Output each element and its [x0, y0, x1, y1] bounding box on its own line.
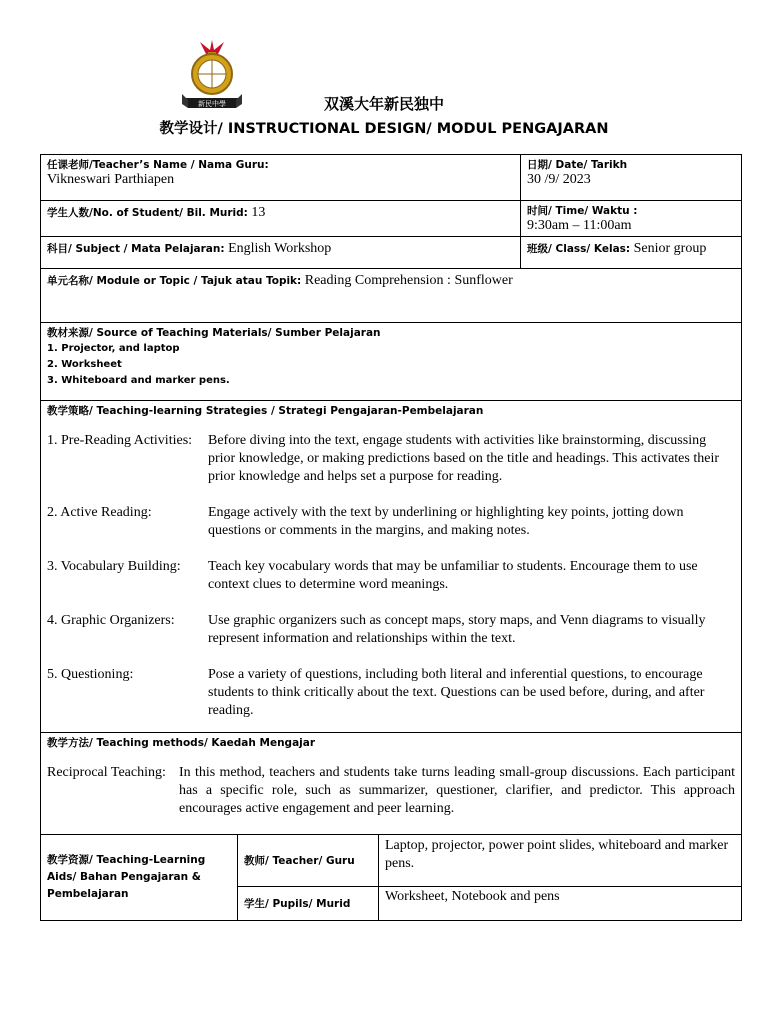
school-name: 双溪大年新民独中 [323, 95, 444, 113]
subject-value: English Workshop [224, 241, 332, 256]
strategy-item [47, 504, 735, 540]
strategy-text: Before diving into the text, engage students with activities like brainstorming, discussing prior knowledge, or making predictions based on the title and headings. This activates their prior knowledge and helps set a purpose for reading. [208, 433, 719, 484]
strategy-text: Engage actively with the text by underlining or highlighting key points, jotting down questions or comments in the margins, and making notes. [208, 505, 684, 538]
materials-label: 教材来源/ Source of Teaching Materials/ Sumber Pelajaran [47, 327, 381, 339]
row-aids-teacher [41, 835, 742, 887]
aids-pupils-value: Worksheet, Notebook and pens [385, 889, 560, 904]
strategy-item [47, 612, 735, 648]
module-cell [41, 269, 742, 323]
teacher-name: Vikneswari Parthiapen [47, 172, 175, 187]
method-name: Reciprocal Teaching: [47, 765, 166, 780]
class-value: Senior group [630, 241, 707, 256]
strategies-label: 教学策略/ Teaching-learning Strategies / Strategi Pengajaran-Pembelajaran [47, 405, 484, 417]
class-cell [521, 237, 742, 269]
teacher-cell [41, 155, 521, 201]
time-label: 时间/ Time/ Waktu : [527, 205, 638, 217]
subject-cell [41, 237, 521, 269]
aids-pupils-label: 学生/ Pupils/ Murid [244, 898, 351, 910]
strategy-name: 2. Active Reading: [47, 505, 152, 520]
strategy-text: Pose a variety of questions, including both literal and inferential questions, to encourage students to think critically about the text. Questions can be used before, during, and after reading. [208, 667, 705, 718]
aids-label: 教学资源/ Teaching-Learning Aids/ Bahan Pengajaran & Pembelajaran [47, 854, 206, 900]
students-label: 学生人数/No. of Student/ Bil. Murid: [47, 207, 248, 219]
students-cell [41, 201, 521, 237]
methods-cell [41, 733, 742, 835]
class-label: 班级/ Class/ Kelas: [527, 243, 631, 255]
aids-pupils-label-cell [238, 887, 379, 921]
row-teacher-date [41, 155, 742, 201]
strategy-item [47, 558, 735, 594]
materials-item: 3. Whiteboard and marker pens. [47, 375, 230, 386]
aids-pupils-value-cell [379, 887, 742, 921]
aids-teacher-value-cell [379, 835, 742, 887]
strategies-cell [41, 401, 742, 733]
students-value: 13 [247, 205, 266, 220]
strategies-list [47, 432, 735, 720]
methods-label: 教学方法/ Teaching methods/ Kaedah Mengajar [47, 737, 316, 749]
document-title: 教学设计/ INSTRUCTIONAL DESIGN/ MODUL PENGAJARAN [159, 121, 609, 137]
strategy-item [47, 432, 735, 486]
teacher-label: 任课老师/Teacher’s Name / Nama Guru: [47, 159, 269, 171]
aids-cell [41, 835, 238, 921]
materials-item: 2. Worksheet [47, 359, 122, 370]
aids-teacher-value: Laptop, projector, power point slides, whiteboard and marker pens. [385, 838, 729, 871]
row-students-time [41, 201, 742, 237]
time-cell [521, 201, 742, 237]
row-subject-class [41, 237, 742, 269]
methods-body [47, 764, 735, 818]
method-text: In this method, teachers and students take turns leading small-group discussions. Each participant has a specific role, such as summarizer, questioner, clarifier, and predictor. This approach encourages active engagement and peer learning. [179, 765, 736, 816]
date-cell [521, 155, 742, 201]
instructional-design-table [40, 154, 742, 921]
strategy-text: Use graphic organizers such as concept maps, story maps, and Venn diagrams to visually represent information and relationships within the text. [208, 613, 706, 646]
row-module [41, 269, 742, 323]
strategy-name: 1. Pre-Reading Activities: [47, 433, 193, 448]
module-label: 单元名称/ Module or Topic / Tajuk atau Topik: [47, 275, 302, 287]
subject-label: 科目/ Subject / Mata Pelajaran: [47, 243, 225, 255]
materials-item: 1. Projector, and laptop [47, 343, 180, 354]
row-methods [41, 733, 742, 835]
aids-teacher-label: 教师/ Teacher/ Guru [244, 855, 355, 867]
row-strategies [41, 401, 742, 733]
strategy-name: 3. Vocabulary Building: [47, 559, 181, 574]
strategy-name: 5. Questioning: [47, 667, 134, 682]
materials-cell [41, 323, 742, 401]
time-value: 9:30am – 11:00am [527, 218, 632, 233]
strategy-name: 4. Graphic Organizers: [47, 613, 175, 628]
date-label: 日期/ Date/ Tarikh [527, 159, 628, 171]
logo-text: 新民中學 [198, 100, 226, 108]
module-value: Reading Comprehension : Sunflower [301, 273, 513, 288]
row-materials [41, 323, 742, 401]
strategy-text: Teach key vocabulary words that may be unfamiliar to students. Encourage them to use context clues to determine word meanings. [208, 559, 698, 592]
date-value: 30 /9/ 2023 [527, 172, 591, 187]
aids-teacher-label-cell [238, 835, 379, 887]
strategy-item [47, 666, 735, 720]
